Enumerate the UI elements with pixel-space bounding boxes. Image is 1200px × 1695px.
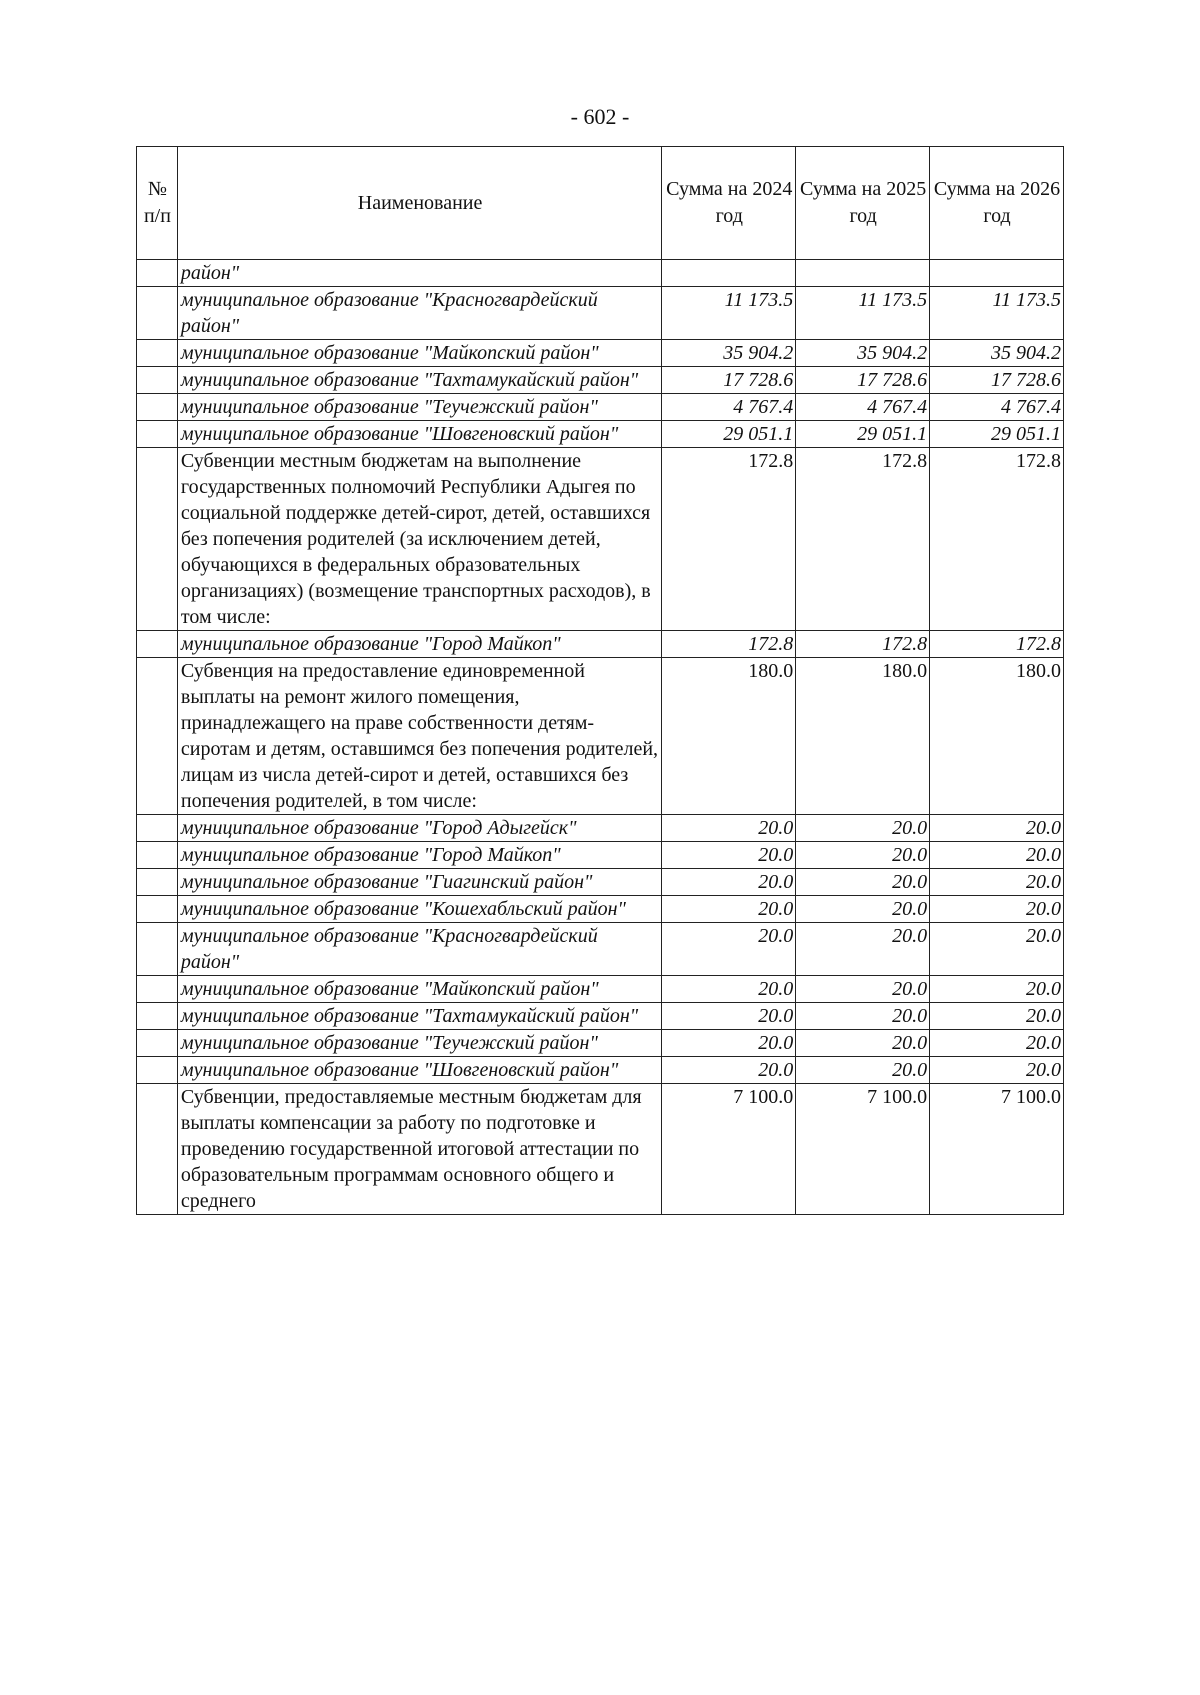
row-sum-2026 — [930, 260, 1064, 287]
row-name: район" — [177, 260, 661, 287]
table-row — [137, 842, 1064, 869]
row-sum-2025: 172.8 — [796, 448, 930, 631]
row-sum-2025: 20.0 — [796, 842, 930, 869]
row-sum-2026: 29 051.1 — [930, 421, 1064, 448]
table-row — [137, 976, 1064, 1003]
table-row — [137, 631, 1064, 658]
table-row — [137, 1057, 1064, 1084]
row-sum-2025: 20.0 — [796, 869, 930, 896]
row-number — [137, 896, 178, 923]
row-sum-2024: 35 904.2 — [662, 340, 796, 367]
table-row — [137, 869, 1064, 896]
table-row — [137, 1003, 1064, 1030]
row-sum-2025: 172.8 — [796, 631, 930, 658]
row-name: муниципальное образование "Красногвардейский район" — [177, 923, 661, 976]
row-name: муниципальное образование "Теучежский район" — [177, 394, 661, 421]
row-name: Субвенция на предоставление единовременной выплаты на ремонт жилого помещения, принадлежащего на праве собственности детям-сиротам и детям, оставшимся без попечения родителей, лицам из числа детей-сирот и детей, оставшихся без попечения родителей, в том числе: — [177, 658, 661, 815]
row-sum-2024: 20.0 — [662, 923, 796, 976]
row-sum-2024: 180.0 — [662, 658, 796, 815]
row-number — [137, 842, 178, 869]
row-sum-2024 — [662, 260, 796, 287]
row-number — [137, 1003, 178, 1030]
row-sum-2025: 17 728.6 — [796, 367, 930, 394]
row-sum-2025: 29 051.1 — [796, 421, 930, 448]
row-sum-2026: 20.0 — [930, 869, 1064, 896]
header-sum-2024: Сумма на 2024 год — [662, 147, 796, 260]
row-sum-2024: 20.0 — [662, 896, 796, 923]
header-sum-2026: Сумма на 2026 год — [930, 147, 1064, 260]
row-sum-2024: 4 767.4 — [662, 394, 796, 421]
table-row — [137, 1084, 1064, 1215]
row-sum-2024: 20.0 — [662, 976, 796, 1003]
row-name: муниципальное образование "Шовгеновский район" — [177, 421, 661, 448]
row-sum-2025: 20.0 — [796, 976, 930, 1003]
table-row — [137, 367, 1064, 394]
row-name: муниципальное образование "Гиагинский район" — [177, 869, 661, 896]
row-number — [137, 1084, 178, 1215]
row-sum-2024: 17 728.6 — [662, 367, 796, 394]
page-number: - 602 - — [570, 104, 630, 129]
budget-table — [136, 146, 1064, 1215]
row-name: муниципальное образование "Шовгеновский район" — [177, 1057, 661, 1084]
table-row — [137, 923, 1064, 976]
row-number — [137, 260, 178, 287]
row-name: муниципальное образование "Кошехабльский район" — [177, 896, 661, 923]
row-sum-2024: 20.0 — [662, 1057, 796, 1084]
row-sum-2026: 172.8 — [930, 448, 1064, 631]
row-sum-2025: 20.0 — [796, 896, 930, 923]
header-num: № п/п — [137, 147, 178, 260]
row-sum-2024: 20.0 — [662, 1030, 796, 1057]
table-row — [137, 448, 1064, 631]
table-row — [137, 815, 1064, 842]
row-sum-2025: 4 767.4 — [796, 394, 930, 421]
row-number — [137, 394, 178, 421]
table-row — [137, 658, 1064, 815]
row-sum-2026: 20.0 — [930, 1030, 1064, 1057]
row-sum-2026: 180.0 — [930, 658, 1064, 815]
row-sum-2024: 172.8 — [662, 448, 796, 631]
row-sum-2025: 20.0 — [796, 1030, 930, 1057]
row-number — [137, 448, 178, 631]
row-sum-2026: 20.0 — [930, 815, 1064, 842]
row-number — [137, 367, 178, 394]
row-sum-2024: 172.8 — [662, 631, 796, 658]
table-row — [137, 394, 1064, 421]
row-sum-2024: 20.0 — [662, 869, 796, 896]
row-sum-2025: 20.0 — [796, 1003, 930, 1030]
row-name: муниципальное образование "Теучежский район" — [177, 1030, 661, 1057]
row-sum-2025: 180.0 — [796, 658, 930, 815]
row-number — [137, 976, 178, 1003]
row-number — [137, 287, 178, 340]
row-name: муниципальное образование "Город Адыгейск" — [177, 815, 661, 842]
row-sum-2024: 20.0 — [662, 1003, 796, 1030]
row-number — [137, 658, 178, 815]
row-sum-2025: 20.0 — [796, 815, 930, 842]
row-sum-2025: 11 173.5 — [796, 287, 930, 340]
row-sum-2025: 7 100.0 — [796, 1084, 930, 1215]
row-sum-2024: 20.0 — [662, 842, 796, 869]
row-number — [137, 869, 178, 896]
row-sum-2026: 7 100.0 — [930, 1084, 1064, 1215]
row-number — [137, 815, 178, 842]
row-sum-2025: 35 904.2 — [796, 340, 930, 367]
row-sum-2026: 20.0 — [930, 896, 1064, 923]
table-row — [137, 1030, 1064, 1057]
row-name: муниципальное образование "Город Майкоп" — [177, 631, 661, 658]
table-row — [137, 421, 1064, 448]
row-sum-2024: 11 173.5 — [662, 287, 796, 340]
row-name: муниципальное образование "Красногвардейский район" — [177, 287, 661, 340]
row-sum-2026: 4 767.4 — [930, 394, 1064, 421]
row-number — [137, 421, 178, 448]
table-row — [137, 287, 1064, 340]
row-sum-2026: 20.0 — [930, 976, 1064, 1003]
row-number — [137, 631, 178, 658]
header-sum-2025: Сумма на 2025 год — [796, 147, 930, 260]
row-name: Субвенции, предоставляемые местным бюджетам для выплаты компенсации за работу по подготовке и проведению государственной итоговой аттестации по образовательным программам основного общего и среднего — [177, 1084, 661, 1215]
row-name: муниципальное образование "Город Майкоп" — [177, 842, 661, 869]
row-sum-2025 — [796, 260, 930, 287]
row-sum-2026: 20.0 — [930, 842, 1064, 869]
row-sum-2024: 20.0 — [662, 815, 796, 842]
row-sum-2026: 20.0 — [930, 1057, 1064, 1084]
table-row — [137, 896, 1064, 923]
table-row — [137, 260, 1064, 287]
row-sum-2025: 20.0 — [796, 1057, 930, 1084]
row-name: муниципальное образование "Майкопский район" — [177, 340, 661, 367]
header-name: Наименование — [177, 147, 661, 260]
row-number — [137, 1030, 178, 1057]
row-number — [137, 340, 178, 367]
row-name: муниципальное образование "Тахтамукайский район" — [177, 367, 661, 394]
row-sum-2024: 29 051.1 — [662, 421, 796, 448]
row-sum-2025: 20.0 — [796, 923, 930, 976]
row-name: Субвенции местным бюджетам на выполнение государственных полномочий Республики Адыгея по социальной поддержке детей-сирот, детей, оставшихся без попечения родителей (за исключением детей, обучающихся в федеральных образовательных организациях) (возмещение транспортных расходов), в том числе: — [177, 448, 661, 631]
row-sum-2026: 11 173.5 — [930, 287, 1064, 340]
row-sum-2026: 20.0 — [930, 1003, 1064, 1030]
row-name: муниципальное образование "Тахтамукайский район" — [177, 1003, 661, 1030]
row-sum-2026: 17 728.6 — [930, 367, 1064, 394]
row-sum-2026: 35 904.2 — [930, 340, 1064, 367]
row-sum-2026: 172.8 — [930, 631, 1064, 658]
row-sum-2024: 7 100.0 — [662, 1084, 796, 1215]
row-sum-2026: 20.0 — [930, 923, 1064, 976]
row-number — [137, 1057, 178, 1084]
table-body — [137, 260, 1064, 1215]
table-row — [137, 340, 1064, 367]
header-row — [137, 147, 1064, 260]
row-number — [137, 923, 178, 976]
row-name: муниципальное образование "Майкопский район" — [177, 976, 661, 1003]
